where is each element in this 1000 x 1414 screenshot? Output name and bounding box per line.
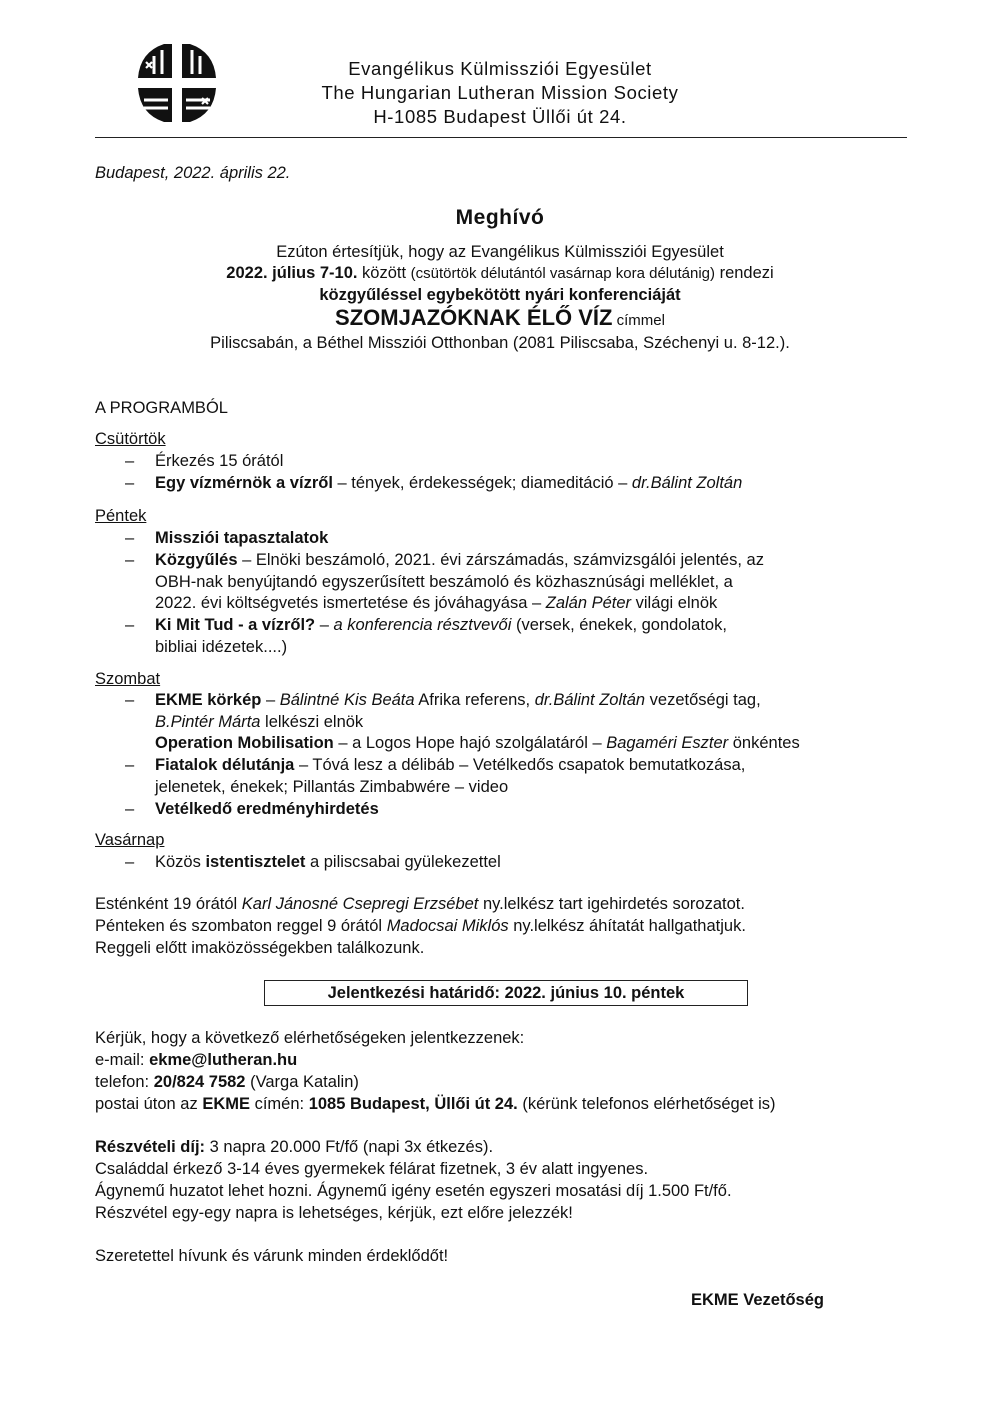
fees-line-1: Részvételi díj: 3 napra 20.000 Ft/fő (napi 3x étkezés).: [95, 1138, 494, 1156]
bullet-dash: –: [125, 853, 135, 871]
contact-post: postai úton az EKME címén: 1085 Budapest, Üllői út 24. (kérünk telefonos elérhetőséget is): [95, 1095, 776, 1113]
list-item: Érkezés 15 órától: [155, 452, 284, 470]
list-item: Egy vízmérnök a vízről – tények, érdekességek; diameditáció – dr.Bálint Zoltán: [155, 474, 743, 492]
bullet-dash: –: [125, 551, 135, 569]
org-name-en: The Hungarian Lutheran Mission Society: [321, 82, 679, 103]
bullet-dash: –: [125, 616, 135, 634]
list-item: Vetélkedő eredményhirdetés: [155, 800, 379, 818]
list-item: EKME körkép – Bálintné Kis Beáta Afrika referens, dr.Bálint Zoltán vezetőségi tag,: [155, 691, 761, 709]
intro-line-1: Ezúton értesítjük, hogy az Evangélikus Külmissziói Egyesület: [276, 243, 724, 261]
contact-phone: telefon: 20/824 7582 (Varga Katalin): [95, 1073, 359, 1091]
intro-line-5: Piliscsabán, a Béthel Missziói Otthonban (2081 Piliscsaba, Széchenyi u. 8-12.).: [210, 334, 790, 352]
program-heading: A PROGRAMBÓL: [95, 399, 228, 417]
list-item: Missziói tapasztalatok: [155, 529, 329, 547]
bullet-dash: –: [125, 452, 135, 470]
page-title: Meghívó: [455, 206, 545, 229]
bullet-dash: –: [125, 756, 135, 774]
fees-line-2: Családdal érkező 3-14 éves gyermekek félárat fizetnek, 3 év alatt ingyenes.: [95, 1160, 649, 1178]
list-item-cont: jelenetek, énekek; Pillantás Zimbabwére – video: [155, 778, 509, 796]
deadline-box: Jelentkezési határidő: 2022. június 10. péntek: [264, 980, 748, 1006]
day-saturday: Szombat: [95, 670, 161, 688]
email-link[interactable]: ekme@lutheran.hu: [149, 1051, 298, 1069]
list-item: Fiatalok délutánja – Tóvá lesz a délibáb – Vetélkedős csapatok bemutatkozása,: [155, 756, 746, 774]
signature: EKME Vezetőség: [691, 1291, 824, 1309]
bullet-dash: –: [125, 474, 135, 492]
day-thursday: Csütörtök: [95, 430, 166, 448]
list-item-cont: OBH-nak benyújtandó egyszerűsített beszámoló és közhasznúsági melléklet, a: [155, 573, 733, 591]
bullet-dash: –: [125, 529, 135, 547]
fees-line-4: Részvétel egy-egy napra is lehetséges, kérjük, ezt előre jelezzék!: [95, 1204, 573, 1222]
list-item: Ki Mit Tud - a vízről? – a konferencia résztvevői (versek, énekek, gondolatok,: [155, 616, 727, 634]
daily-line-2: Pénteken és szombaton reggel 9 órától Madocsai Miklós ny.lelkész áhítatát hallgathatjuk.: [95, 917, 746, 935]
org-name-hu: Evangélikus Külmissziói Egyesület: [348, 58, 652, 79]
daily-line-1: Esténként 19 órától Karl Jánosné Csepregi Erzsébet ny.lelkész tart igehirdetés sorozatot.: [95, 895, 745, 913]
org-address: H-1085 Budapest Üllői út 24.: [373, 106, 627, 127]
closing-line: Szeretettel hívunk és várunk minden érdeklődőt!: [95, 1247, 449, 1265]
contact-intro: Kérjük, hogy a következő elérhetőségeken jelentkezzenek:: [95, 1029, 525, 1047]
list-item: Közgyűlés – Elnöki beszámoló, 2021. évi zárszámadás, számvizsgálói jelentés, az: [155, 551, 764, 569]
list-item-cont: bibliai idézetek....): [155, 638, 288, 656]
date-line: Budapest, 2022. április 22.: [95, 164, 291, 182]
intro-line-4: SZOMJAZÓKNAK ÉLŐ VÍZ címmel: [335, 305, 665, 330]
contact-email: e-mail: ekme@lutheran.hu: [95, 1051, 298, 1069]
bullet-dash: –: [125, 800, 135, 818]
list-item-cont: 2022. évi költségvetés ismertetése és jóváhagyása – Zalán Péter világi elnök: [155, 594, 718, 612]
daily-line-3: Reggeli előtt imaközösségekben találkozunk.: [95, 939, 425, 957]
bullet-dash: –: [125, 691, 135, 709]
list-item: Közös istentisztelet a piliscsabai gyülekezettel: [155, 853, 501, 871]
day-friday: Péntek: [95, 507, 147, 525]
list-item-cont: B.Pintér Márta lelkészi elnök: [155, 713, 364, 731]
intro-line-3: közgyűléssel egybekötött nyári konferenciáját: [319, 286, 681, 304]
day-sunday: Vasárnap: [95, 831, 165, 849]
intro-line-2: 2022. július 7-10. között (csütörtök délutántól vasárnap kora délutánig) rendezi: [226, 264, 774, 282]
fees-line-3: Ágynemű huzatot lehet hozni. Ágynemű igény esetén egyszeri mosatási díj 1.500 Ft/fő.: [95, 1182, 732, 1200]
header-rule: [95, 137, 907, 138]
list-item-cont: Operation Mobilisation – a Logos Hope hajó szolgálatáról – Bagaméri Eszter önkéntes: [155, 734, 800, 752]
